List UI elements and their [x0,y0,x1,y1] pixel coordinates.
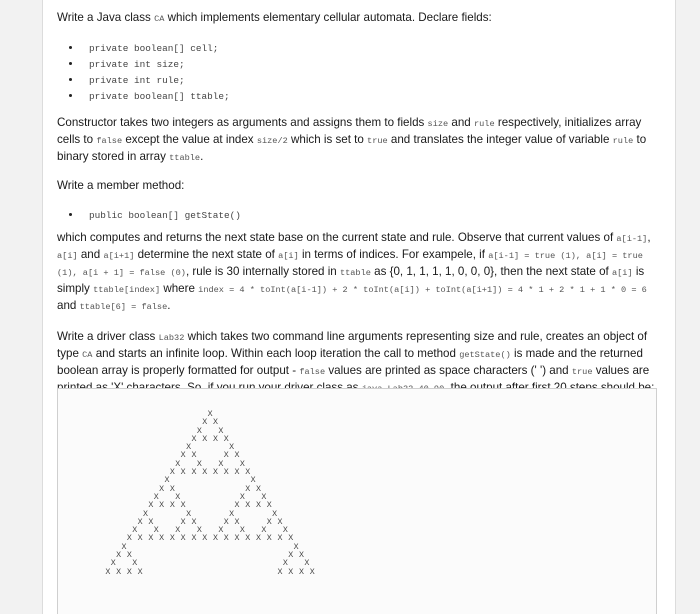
code: ttable [169,153,201,163]
code: rule [473,119,495,129]
text: values are [595,364,650,377]
text: where [160,282,199,295]
field-ttable: private boolean[] ttable; [89,91,230,102]
text: and translates the integer value of variable [387,133,613,146]
text: except the value at index [122,133,257,146]
text: , [647,231,651,244]
text: and starts an infinite loop. Within each loop iteration the call to method [92,347,460,360]
text: Constructor takes two integers as arguments and assigns them to fields [57,116,428,129]
code: size/2 [256,136,288,146]
code: ttable [339,268,371,278]
text: values are printed as space characters (' ') and [325,364,572,377]
text: and [77,248,104,261]
text: to binary stored in array [57,133,647,163]
text: which computes and returns the next state base on the current state and rule. Observe that current values of [57,231,617,244]
text: and [57,299,80,312]
code: ttable[6] = false [79,302,168,312]
list-item [65,55,661,71]
field-cell: private boolean[] cell; [89,43,219,54]
member-method-heading: Write a member method: [57,179,185,192]
title-text-end: which implements elementary cellular automata. Declare fields: [164,11,492,24]
code: a[i-1] [616,234,648,244]
code: true [367,136,388,146]
output-box [57,388,657,614]
code: a[i] [611,268,633,278]
text: is simply [57,265,645,295]
text: is made and the returned boolean array is properly formatted for output - [57,347,643,377]
code: false [299,367,326,377]
code: a[i+1] [103,251,135,261]
code: a[i] [57,251,78,261]
field-rule: private int rule; [89,75,185,86]
code: index = 4 * toInt(a[i-1]) + 2 * toInt(a[i]) + toInt(a[i+1]) = 4 * 1 + 2 * 1 + 1 * 0 = 6 [198,285,647,295]
code: true [571,367,593,377]
text: , rule is 30 internally stored in [185,265,340,278]
method-signature-code: public boolean[] getState() [89,210,241,221]
list-item [65,39,661,55]
code: rule [612,136,634,146]
field-size: private int size; [89,59,185,70]
list-item [65,71,661,87]
code: a[i] [278,251,299,261]
list-item [65,87,661,103]
code: a[i-1] = true (1), a[i] = true (1), a[i + 1] = false (0) [57,251,643,278]
driver-description [57,329,661,397]
list-item [65,206,661,222]
text: . [200,150,204,163]
class-name-code: CA [154,14,165,24]
code: size [427,119,449,129]
method-list [57,206,661,222]
text: as {0, 1, 1, 1, 1, 0, 0, 0}, then the next state of [370,265,612,278]
text: Write a driver class [57,330,159,343]
text: and [448,116,474,129]
constructor-description [57,115,661,166]
text: determine the next state of [134,248,279,261]
text: . [167,299,171,312]
getstate-description [57,230,661,315]
code: false [96,136,123,146]
question-page [42,0,676,614]
code: CA [82,350,93,360]
text: respectively, initializes array cells to [57,116,642,146]
automaton-output: X X X X X X X X X X X X X X X X X X X X X X X X X X X X X X X X X X X X X X X X X X X X X X X X X X X X X X X X X X X X X X X X X X X X X X X X X X X X X X X X X X X X X X X X X X X X X X X X X X X [105,410,316,577]
question-title [57,10,661,27]
code: Lab32 [158,333,185,343]
text: which is set to [287,133,368,146]
fields-list [57,39,661,103]
text: which takes two command line arguments representing size and rule, creates an object of type [57,330,648,360]
code: getState() [459,350,511,360]
text: in terms of indices. For exampele, if [298,248,489,261]
code: ttable[index] [93,285,161,295]
title-text: Write a Java class [57,11,155,24]
